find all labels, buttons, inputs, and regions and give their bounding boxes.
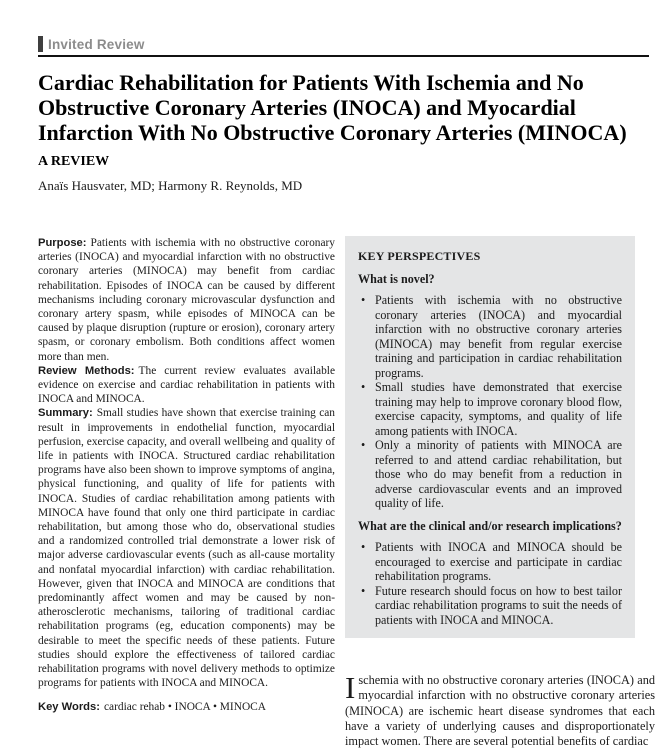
key-perspectives-box [345, 236, 635, 638]
purpose-text: Patients with ischemia with no obstructive coronary arteries (INOCA) and myocardial infarction with no obstructive coronary arteries (MINOCA) may benefit from cardiac rehabilitation. Episodes of INOCA can be caused by different mechanisms including coronary microvascular dysfunction and coronary artery spasm, while episodes of MINOCA can be caused by plaque disruption (rupture or erosion), coronary artery spasm, or coronary embolism. Both conditions affect women more than men. [38, 237, 335, 363]
summary-text: Small studies have shown that exercise training can result in improvements in endothelial function, myocardial perfusion, exercise capacity, and overall wellbeing and quality of life in patients with INOCA. Structured cardiac rehabilitation programs have also been shown to improve symptoms of angina, physical functioning, and quality of life for patients with INOCA. Studies of cardiac rehabilitation among patients with MINOCA have found that only one third participate in cardiac rehabilitation, but among those who do, observational studies and a randomized controlled trial demonstrate a lower risk of major adverse cardiovascular events (such as all-cause mortality and nonfatal myocardial infarction) with cardiac rehabilitation. However, given that INOCA and MINOCA are conditions that predominantly affect women and may be caused by non-atherosclerotic mechanisms, tailoring of traditional cardiac rehabilitation programs (eg, education components) may be desirable to meet the specific needs of these patients. Future studies should explore the effectiveness of tailored cardiac rehabilitation programs with novel delivery methods to optimize programs for patients with INOCA and MINOCA. [38, 407, 335, 690]
right-column [345, 236, 655, 749]
bullet-text: Only a minority of patients with MINOCA are referred to and attend cardiac rehabilitation, but those who do may benefit from a reduction in adverse cardiovascular events and an improved quality of life. [375, 438, 622, 510]
section-header [38, 36, 649, 57]
keywords-line [38, 700, 335, 714]
dropcap: I [345, 670, 356, 705]
article-authors: Anaïs Hausvater, MD; Harmony R. Reynolds, MD [38, 178, 303, 193]
article-subtitle: A REVIEW [38, 154, 110, 169]
abstract-column [38, 236, 335, 749]
bullet-text: Small studies have demonstrated that exercise training may help to improve coronary blood flow, exercise capacity, symptoms, and quality of life among patients with INOCA. [375, 380, 622, 438]
key-perspectives-heading: KEY PERSPECTIVES [358, 249, 481, 263]
list-item [358, 293, 622, 380]
bullet-icon: • [361, 583, 366, 598]
novel-question: What is novel? [358, 271, 435, 286]
bullet-text: Patients with ischemia with no obstructive coronary arteries (INOCA) and myocardial infarction with no obstructive coronary arteries (MINOCA) may benefit from regular exercise training and participation in cardiac rehabilitation programs. [375, 293, 622, 380]
bullet-icon: • [361, 540, 366, 554]
two-column-body [38, 236, 655, 749]
novel-bullet-list [358, 293, 622, 511]
bullet-text: Patients with INOCA and MINOCA should be encouraged to exercise and participate in cardiac rehabilitation programs. [375, 540, 622, 583]
keywords-text: cardiac rehab • INOCA • MINOCA [103, 700, 266, 713]
intro-paragraph [345, 670, 655, 749]
purpose-label: Purpose: [38, 237, 87, 249]
abstract-purpose [38, 236, 335, 364]
keywords-label: Key Words: [38, 700, 100, 713]
intro-text: schemia with no obstructive coronary arteries (INOCA) and myocardial infarction with no obstructive coronary arteries (MINOCA) are ischemic heart disease syndromes that each have a variety of underlying causes and disproportionately impact women. There are several potential benefits of cardiac [345, 673, 655, 749]
list-item [358, 540, 622, 584]
kicker-bar [38, 36, 43, 52]
kicker-label: Invited Review [48, 36, 145, 52]
list-item [358, 584, 622, 628]
review-methods-text: The current review evaluates available evidence on exercise and cardiac rehabilitation in patients with INOCA and MINOCA. [38, 364, 335, 406]
bullet-text: Future research should focus on how to best tailor cardiac rehabilitation programs to suit the needs of patients with INOCA and MINOCA. [375, 583, 622, 627]
bullet-icon: • [361, 293, 366, 307]
article-title: Cardiac Rehabilitation for Patients With Ischemia and No Obstructive Coronary Arteries (INOCA) and Myocardial Infarction With No Obstructive Coronary Arteries (MINOCA) [38, 70, 627, 145]
abstract-review-methods [38, 364, 335, 407]
list-item [358, 438, 622, 511]
abstract-summary [38, 406, 335, 690]
list-item [358, 380, 622, 438]
bullet-icon: • [361, 438, 366, 452]
bullet-icon: • [361, 380, 366, 394]
implications-bullet-list [358, 540, 622, 627]
summary-label: Summary: [38, 407, 93, 420]
implications-question: What are the clinical and/or research implications? [358, 518, 622, 533]
review-methods-label: Review Methods: [38, 364, 135, 377]
